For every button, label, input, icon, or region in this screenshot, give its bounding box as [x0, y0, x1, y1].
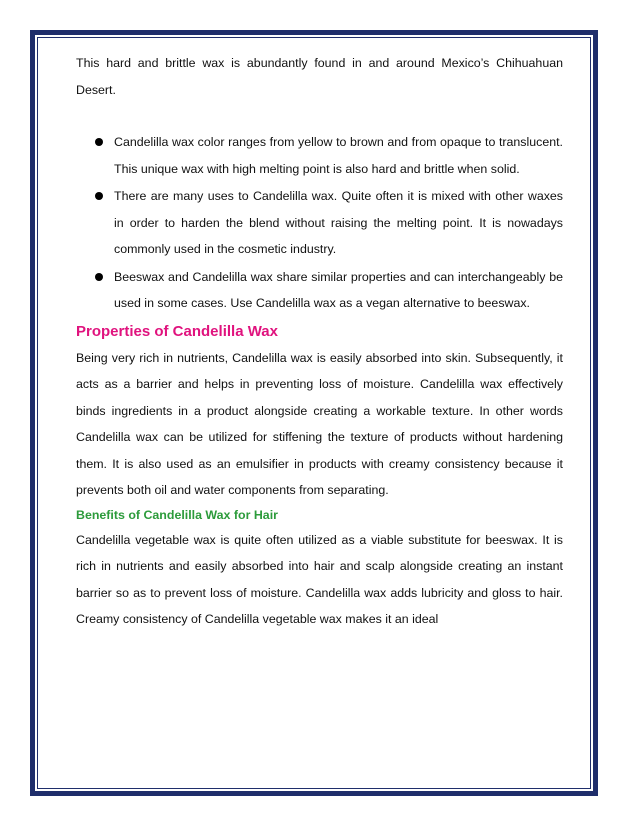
bullet-list	[76, 129, 563, 317]
bullet-text: Beeswax and Candelilla wax share similar properties and can interchangeably be used in some cases. Use Candelilla wax as a vegan alternative to beeswax.	[114, 269, 563, 310]
bullet-icon	[95, 273, 103, 281]
hair-benefits-paragraph: Candelilla vegetable wax is quite often utilized as a viable substitute for beeswax. It is rich in nutrients and easily absorbed into hair and scalp alongside creating an instant barrier so as to prevent loss of moisture. Candelilla wax adds lubricity and gloss to hair. Creamy consistency of Candelilla vegetable wax makes it an ideal	[76, 532, 563, 626]
bullet-icon	[95, 192, 103, 200]
bullet-item	[76, 129, 563, 182]
bullet-text: Candelilla wax color ranges from yellow to brown and from opaque to translucent. This unique wax with high melting point is also hard and brittle when solid.	[114, 135, 563, 176]
bullet-item	[76, 264, 563, 317]
bullet-text: There are many uses to Candelilla wax. Quite often it is mixed with other waxes in order to harden the blend without raising the melting point. It is nowadays commonly used in the cosmetic industry.	[114, 189, 563, 256]
intro-paragraph: This hard and brittle wax is abundantly found in and around Mexico’s Chihuahuan Desert.	[76, 56, 563, 97]
properties-paragraph: Being very rich in nutrients, Candelilla wax is easily absorbed into skin. Subsequently, it acts as a barrier and helps in preventing loss of moisture. Candelilla wax effectively binds ingredients in a product alongside creating a workable texture. In other words Candelilla wax can be utilized for stiffening the texture of products without hardening them. It is also used as an emulsifier in products with creamy consistency because it prevents both oil and water components from separating.	[76, 350, 563, 497]
bullet-icon	[95, 138, 103, 146]
properties-heading: Properties of Candelilla Wax	[76, 322, 278, 340]
document-body	[76, 50, 563, 633]
bullet-item	[76, 183, 563, 263]
hair-benefits-heading: Benefits of Candelilla Wax for Hair	[76, 507, 278, 522]
